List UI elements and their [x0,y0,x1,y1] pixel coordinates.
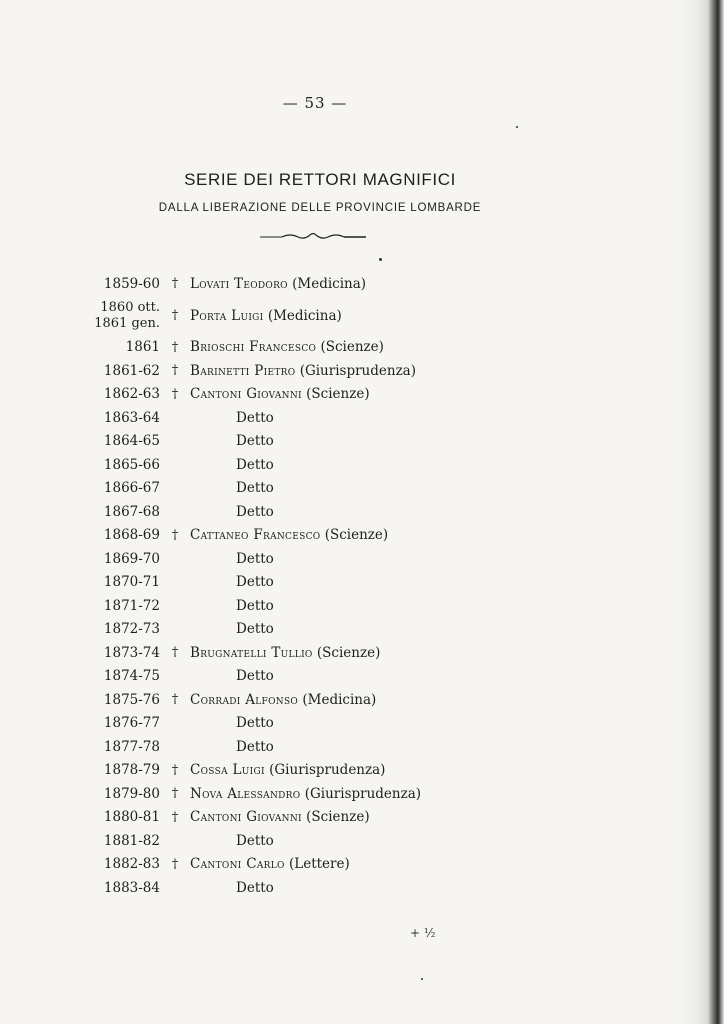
list-item [90,641,510,665]
year-range: 1879-80 [103,785,160,802]
faculty: (Scienze) [316,644,381,661]
year-range: 1866-67 [103,480,160,497]
list-item [90,547,510,571]
year-range: 1883-84 [103,879,160,896]
year-range: 1863-64 [103,409,160,426]
list-item [90,359,510,383]
dagger-icon: † [171,527,179,543]
faculty: (Scienze) [306,809,370,826]
faculty: (Lettere) [288,856,350,873]
list-item [90,571,510,595]
list-item [90,594,510,618]
detto-label: Detto [236,715,274,732]
rector-entry [190,809,370,825]
list-item [90,806,510,830]
rector-entry [190,856,350,872]
rector-name: Cantoni Giovanni [190,809,302,826]
list-item [90,712,510,736]
list-item [90,688,510,712]
year-range: 1876-77 [103,715,160,732]
list-item [90,876,510,900]
dagger-icon: † [171,786,179,802]
detto-label: Detto [236,668,274,685]
rectors-list [90,272,510,900]
year-range: 1869-70 [103,550,160,567]
rector-name: Corradi Alfonso [190,691,299,708]
faculty: (Scienze) [320,339,384,356]
faculty: (Giurisprudenza) [304,785,422,802]
detto-label: Detto [236,879,274,896]
rector-entry [190,276,366,292]
dagger-icon: † [171,386,179,402]
list-item [90,500,510,524]
rector-name: Porta Luigi [190,307,264,324]
dagger-icon: † [171,276,179,292]
detto-label: Detto [236,433,274,450]
year-range: 1871-72 [103,597,160,614]
footer-mark: + ½ [410,926,436,940]
year-range: 1865-66 [103,456,160,473]
list-item [90,453,510,477]
faculty: (Giurisprudenza) [299,362,416,379]
rector-entry [190,363,416,379]
year-line-2: 1861 gen. [94,315,160,331]
rector-name: Cossa Luigi [190,762,265,779]
year-range: 1873-74 [103,644,160,661]
list-item [90,782,510,806]
detto-label: Detto [236,456,274,473]
dagger-icon: † [171,856,179,872]
detto-label: Detto [236,480,274,497]
ink-speck [379,258,382,261]
rector-name: Lovati Teodoro [190,275,288,292]
year-range: 1875-76 [103,691,160,708]
list-item [90,406,510,430]
faculty: (Medicina) [302,691,377,708]
list-item [90,618,510,642]
detto-label: Detto [236,503,274,520]
year-line-1: 1860 ott. [100,299,160,315]
list-item [90,524,510,548]
rector-entry [190,339,384,355]
rector-name: Cantoni Carlo [190,856,285,873]
list-item [90,665,510,689]
list-item [90,735,510,759]
dagger-icon: † [171,363,179,379]
detto-label: Detto [236,621,274,638]
detto-label: Detto [236,574,274,591]
dagger-icon: † [171,809,179,825]
rector-name: Brioschi Francesco [190,339,317,356]
list-item [90,336,510,360]
year-range: 1878-79 [103,762,160,779]
dagger-icon: † [171,645,179,661]
dagger-icon: † [171,762,179,778]
rector-entry [190,386,370,402]
list-item [90,383,510,407]
detto-label: Detto [236,409,274,426]
faculty: (Medicina) [267,307,342,324]
year-range: 1870-71 [103,574,160,591]
dagger-icon: † [171,308,179,323]
rector-entry [190,692,376,708]
ink-speck [421,978,423,980]
list-item [90,829,510,853]
ink-speck [516,126,518,128]
year-range: 1867-68 [103,503,160,520]
faculty: (Scienze) [306,386,370,403]
rector-entry [190,762,385,778]
year-range: 1864-65 [103,433,160,450]
list-item [90,272,510,296]
year-range: 1859-60 [103,275,160,292]
dagger-icon: † [171,692,179,708]
rector-name: Cattaneo Francesco [190,527,321,544]
rector-name: Brugnatelli Tullio [190,644,313,661]
list-item [90,853,510,877]
rector-entry [190,786,421,802]
year-range: 1861-62 [103,362,160,379]
list-item [90,759,510,783]
faculty: (Giurisprudenza) [269,762,386,779]
book-binding-edge [678,0,724,1024]
detto-label: Detto [236,550,274,567]
detto-label: Detto [236,738,274,755]
year-range [90,300,160,332]
page-subtitle: DALLA LIBERAZIONE DELLE PROVINCIE LOMBARDE [158,202,482,214]
year-range: 1874-75 [103,668,160,685]
faculty: (Scienze) [324,527,389,544]
rector-entry [190,308,342,324]
year-range: 1881-82 [103,832,160,849]
rector-entry [190,527,388,543]
year-range: 1861 [125,339,160,356]
faculty: (Medicina) [292,275,367,292]
year-range: 1862-63 [103,386,160,403]
rector-name: Nova Alessandro [190,785,301,802]
detto-label: Detto [236,597,274,614]
year-range: 1868-69 [103,527,160,544]
page-title: SERIE DEI RETTORI MAGNIFICI [184,170,456,189]
rector-entry [190,645,380,661]
year-range: 1872-73 [103,621,160,638]
year-range: 1880-81 [103,809,160,826]
list-item [90,430,510,454]
detto-label: Detto [236,832,274,849]
rector-name: Cantoni Giovanni [190,386,302,403]
list-item [90,296,510,336]
year-range: 1882-83 [103,856,160,873]
dagger-icon: † [171,339,179,355]
decorative-rule-icon [260,228,366,242]
list-item [90,477,510,501]
page-number: — 53 — [282,94,348,112]
year-range: 1877-78 [103,738,160,755]
rector-name: Barinetti Pietro [190,362,296,379]
